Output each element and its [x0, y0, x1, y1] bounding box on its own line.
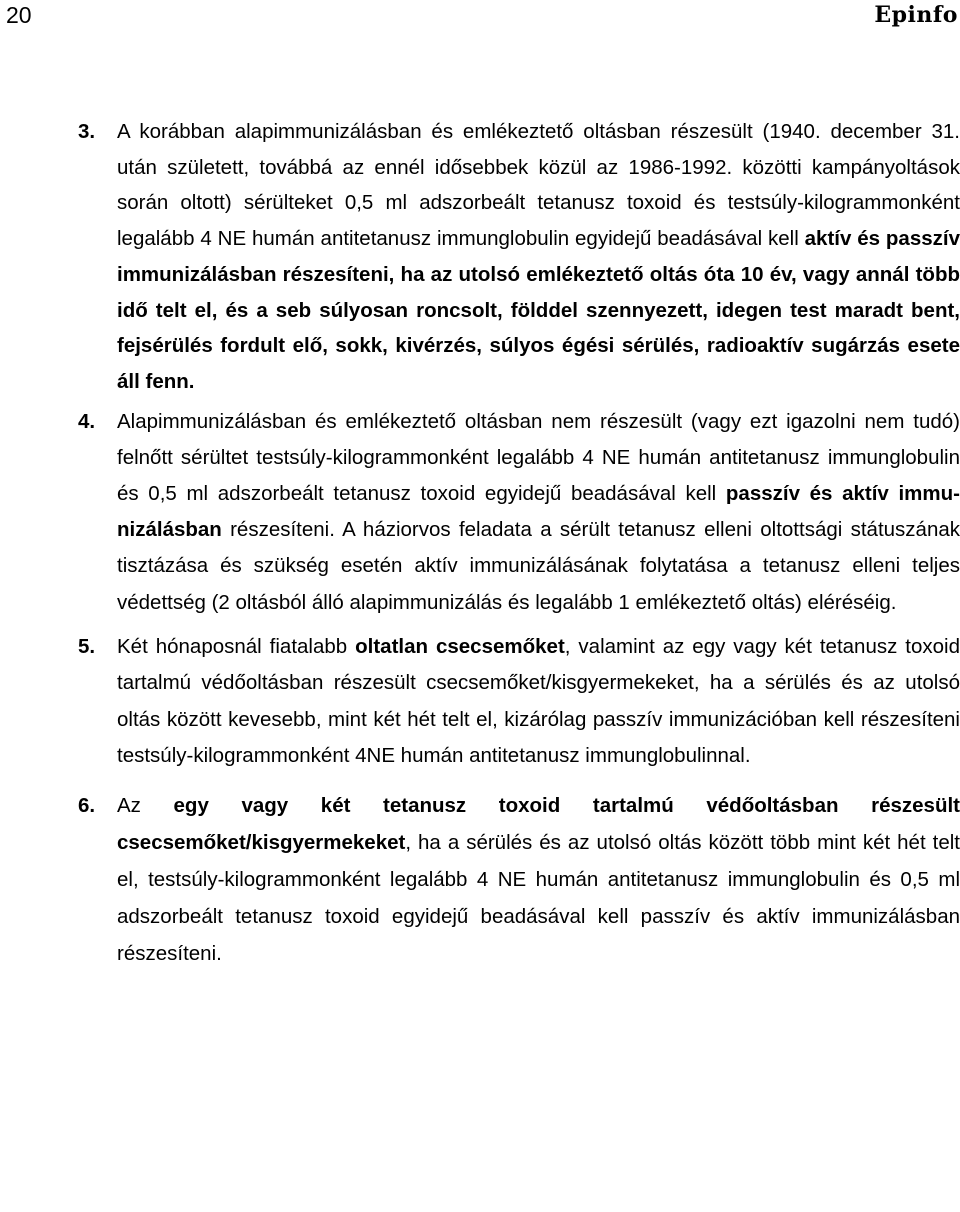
- item-text-bold: aktív és passzív immunizálásban részesíteni, ha az utolsó emlékeztető oltás óta 10 év, vagy annál több idő telt el, és a seb súlyosan roncsolt, földdel szennyezett, idegen test maradt bent, fejsérülés fordult elő, sokk, kivérzés, súlyos égési sérülés, radioaktív sugárzás esete áll fenn.: [117, 227, 960, 393]
- list-number: 4.: [78, 409, 96, 433]
- list-number: 5.: [78, 634, 96, 658]
- item-text: Az: [117, 793, 174, 817]
- item-text-bold: oltatlan csecsemőket: [355, 634, 565, 658]
- list-item-3: [78, 114, 960, 400]
- item-text: részesíteni. A háziorvos feladata a sérült tetanusz elleni oltottsági státuszának tisztázása és szükség esetén aktív immunizálásának folytatása a tetanusz elleni teljes védettség (2 oltásból álló alapimmunizálás és legalább 1 emlékeztető oltás) eléréséig.: [117, 518, 960, 614]
- item-text-bold: egy vagy két tetanusz toxoid tartalmú védőoltásban részesült csecsemőket/kisgyermekeket: [117, 793, 960, 854]
- item-text-bold: passzív és aktív immunizálásban: [117, 482, 960, 542]
- item-text: Alapimmunizálásban és emlékeztető oltásban nem részesült (vagy ezt igazolni nem tudó) felnőtt sérültet testsúly-kilogrammonként legalább 4 NE humán antitetanusz immunglobulin és 0,5 ml adszorbeált tetanusz toxoid egyidejű beadásával kell: [117, 409, 960, 506]
- item-text: , ha a sérülés és az utolsó oltás között több mint két hét telt el, testsúly-kilogrammonként legalább 4 NE humán antitetanusz immunglobulin és 0,5 ml adszorbeált tetanusz toxoid egyidejű beadásával kell passzív és aktív immunizálásban részesíteni.: [117, 830, 960, 965]
- list-number: 3.: [78, 120, 96, 143]
- item-text: , valamint az egy vagy két tetanusz toxoid tartalmú védőoltásban részesült csecsemőket/kisgyermekeket, ha a sérülés és az utolsó oltás között kevesebb, mint két hét telt el, kizárólag passzív immunizációban kell részesíteni testsúly-kilogrammonként 4NE humán antitetanusz immunglobulinnal.: [117, 634, 960, 768]
- page-number: 20: [6, 2, 32, 28]
- list-item-6: [78, 787, 960, 972]
- brand-logo: Epinfo: [874, 2, 958, 28]
- item-text: Két hónaposnál fiatalabb: [117, 634, 356, 658]
- list-item-4: [78, 404, 960, 621]
- list-number: 6.: [78, 793, 96, 817]
- document-body: [78, 114, 960, 972]
- list-item-5: [78, 629, 960, 775]
- item-text: A korábban alapimmunizálásban és emlékeztető oltásban részesült (1940. december 31. után született, továbbá az ennél idősebbek közül az 1986-1992. közötti kampányoltások során oltott) sérülteket 0,5 ml adszorbeált tetanusz toxoid és testsúly-kilogrammonként legalább 4 NE humán antitetanusz immunglobulin egyidejű beadásával kell: [117, 120, 960, 251]
